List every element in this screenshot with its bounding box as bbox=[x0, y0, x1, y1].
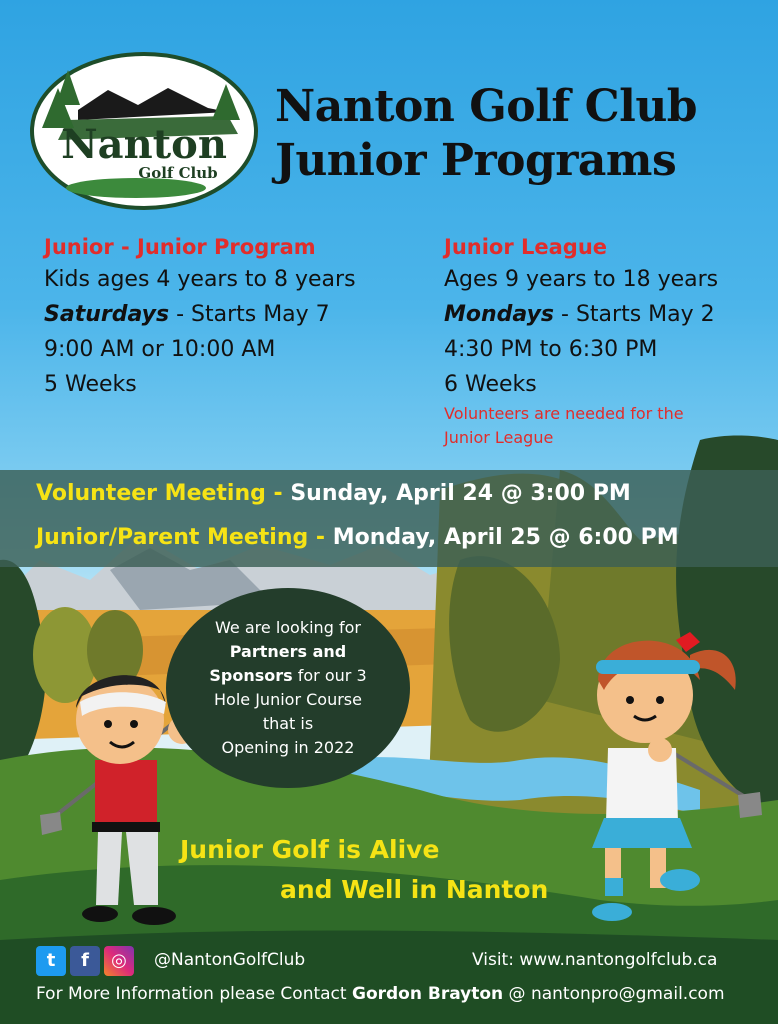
facebook-icon[interactable]: f bbox=[70, 946, 100, 976]
title-line-2: Junior Programs bbox=[275, 135, 677, 186]
junior-junior-time: 9:00 AM or 10:00 AM bbox=[44, 337, 276, 362]
title-line-1: Nanton Golf Club bbox=[275, 81, 698, 132]
volunteer-note: Volunteers are needed for the Junior League bbox=[444, 404, 684, 447]
slogan-line-1: Junior Golf is Alive bbox=[180, 835, 440, 864]
club-logo bbox=[28, 50, 260, 212]
website-link[interactable]: Visit: www.nantongolfclub.ca bbox=[472, 950, 718, 970]
volunteer-meeting: Volunteer Meeting - Sunday, April 24 @ 3:00 PM bbox=[36, 481, 631, 506]
junior-junior-schedule: Saturdays - Starts May 7 bbox=[44, 302, 330, 327]
junior-junior-heading: Junior - Junior Program bbox=[44, 235, 316, 259]
junior-league-time: 4:30 PM to 6:30 PM bbox=[444, 337, 658, 362]
junior-league-weeks: 6 Weeks bbox=[444, 372, 537, 397]
social-handle[interactable]: @NantonGolfClub bbox=[154, 950, 306, 970]
logo-name: Nanton bbox=[61, 121, 227, 168]
page-title bbox=[275, 80, 775, 188]
slogan-line-2: and Well in Nanton bbox=[280, 875, 549, 904]
junior-junior-program bbox=[44, 232, 424, 402]
junior-league-schedule: Mondays - Starts May 2 bbox=[444, 302, 715, 327]
social-links bbox=[36, 946, 138, 976]
twitter-icon[interactable]: t bbox=[36, 946, 66, 976]
junior-league-ages: Ages 9 years to 18 years bbox=[444, 267, 719, 292]
partners-callout: We are looking for Partners and Sponsors for our 3 Hole Junior Course that is Opening in 2022 bbox=[166, 588, 410, 788]
junior-junior-ages: Kids ages 4 years to 8 years bbox=[44, 267, 356, 292]
junior-junior-weeks: 5 Weeks bbox=[44, 372, 137, 397]
junior-league-heading: Junior League bbox=[444, 235, 608, 259]
junior-league-program bbox=[444, 232, 774, 450]
logo-sub: Golf Club bbox=[138, 164, 218, 182]
parent-meeting: Junior/Parent Meeting - Monday, April 25 @ 6:00 PM bbox=[36, 525, 679, 550]
contact-line: For More Information please Contact Gordon Brayton @ nantonpro@gmail.com bbox=[36, 984, 725, 1004]
instagram-icon[interactable]: ◎ bbox=[104, 946, 134, 976]
